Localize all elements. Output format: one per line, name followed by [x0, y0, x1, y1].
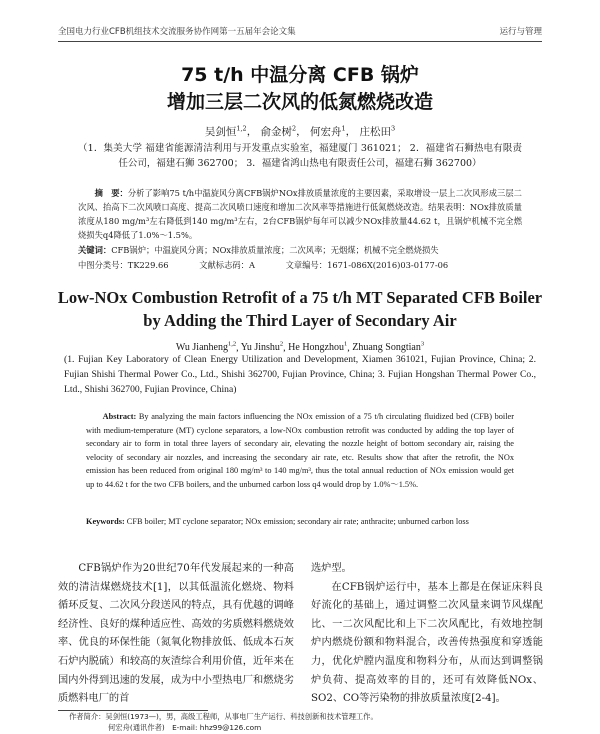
abstract-zh-label: 摘 要：: [94, 188, 128, 198]
keywords-en: [86, 515, 514, 529]
classification-info: [78, 258, 522, 272]
title-zh: [0, 62, 600, 116]
affiliations-en: (1. Fujian Key Laboratory of Clean Energy Utilization and Development, Xiamen 361021, Fujian Province, China; 2. Fujian Shishi Thermal Power Co., Ltd., Shishi 362700, Fujian Province, China; 3. Fujian Hongshan Thermal Power Co., Ltd., Shishi 362700, Fujian Province, China): [64, 354, 536, 396]
abstract-zh: [78, 186, 522, 242]
author-zh: 何宏舟$^1$: [310, 124, 346, 138]
authors-en: Wu Jianheng$^{1,2}$, Yu Jinshu$^2$, He Hongzhou$^1$, Zhuang Songtian$^3$: [175, 341, 425, 354]
authors-zh: 吴剑恒$^{1,2}$， 俞金树$^2$， 何宏舟$^1$， 庄松田$^3$: [204, 124, 396, 138]
abstract-zh-text: 分析了影响75 t/h中温旋风分离CFB锅炉NOx排放质量浓度的主要因素，采取增设一层上二次风形成三层二次风、抬高下二次风喷口高度、提高二次风喷口速度和增加二次风率等措施进行低氮燃烧改造。结果表明：NOx排放质量浓度从180 mg/m³左右降低到140 mg/m³左右，2台CFB锅炉每年可以减少NOx排放量44.62 t，且锅炉机械不完全燃烧损失q4降低了1.0%～1.5%。: [78, 188, 522, 240]
body-column-right: [311, 560, 543, 709]
keywords-zh: [78, 243, 522, 257]
clc-number: 中图分类号：TK229.66: [78, 260, 169, 270]
title-zh-line1: 75 t/h 中温分离 CFB 锅炉: [181, 64, 419, 86]
corresponding-author-footnote: 何宏舟(通讯作者) E-mail: hhz99@126.com: [108, 723, 262, 732]
abstract-en: [86, 410, 514, 492]
body-column-left: [58, 560, 294, 709]
title-en-line2: by Adding the Third Layer of Secondary Air: [143, 311, 457, 330]
title-zh-line2: 增加三层二次风的低氮燃烧改造: [166, 91, 433, 113]
title-en: [0, 286, 600, 332]
body-paragraph: CFB锅炉作为20世纪70年代发展起来的一种高效的清洁煤燃烧技术[1]，以其低温流化燃烧、物料循环反复、二次风分段送风的特点，具有优越的调峰经济性、良好的煤种适应性、高效的劣质燃料燃烧效率、优良的环保性能（氮氧化物排放低、低成本石灰石炉内脱硫）和较高的灰渣综合利用价值，近年来在国内外得到迅速的发展，成为中小型热电厂和燃烧劣质燃料电厂的首: [58, 563, 294, 705]
body-paragraph: 在CFB锅炉运行中，基本上都是在保证床料良好流化的基础上，通过调整二次风量来调节风煤配比、一二次风配比和上下二次风配比，有效地控制炉内燃烧份额和物料混合，改善传热强度和穿透能力，优化炉膛内温度和物料分布，从而达到调整锅炉负荷、提高效率的目的，还可有效降低NOx、SO2、CO等污染物的排放质量浓度[2-4]。: [311, 581, 543, 705]
abstract-en-text: By analyzing the main factors influencing the NOx emission of a 75 t/h circulating fluidized bed (CFB) boiler with medium-temperature (MT) cyclone separators, a low-NOx combustion retrofit was conducted by adding the top layer of secondary air to form in total three layers of secondary air, elevating the nozzle height of bottom secondary air, raising the velocity of secondary air nozzles, and increasing the secondary air rate, etc. Results show that after the retrofit, the NOx emission has been reduced from original 180 mg/m³ to 140 mg/m³, thus the total annual reduction of NOx emission would get up to 44.62 t for the two CFB boilers, and the unburned carbon loss q4 would drop by 1.0%～1.5%.: [86, 412, 514, 489]
keywords-en-label: Keywords:: [86, 517, 125, 526]
abstract-en-label: Abstract:: [102, 412, 137, 421]
keywords-en-text: CFB boiler; MT cyclone separator; NOx emission; secondary air rate; anthracite; unburned carbon loss: [126, 517, 469, 526]
author-en: Zhuang Songtian$^3$: [352, 341, 425, 354]
document-code: 文献标志码：A: [199, 260, 255, 270]
running-header-right: 运行与管理: [499, 27, 542, 37]
author-en: Yu Jinshu$^2$: [240, 341, 284, 354]
author-bio-footnote: 作者简介：吴剑恒(1973—)，男，高级工程师，从事电厂生产运行、科技创新和技术管理工作。: [68, 712, 378, 721]
affiliations-zh: （1．集美大学 福建省能源清洁利用与开发重点实验室，福建厦门 361021； 2．福建省石狮热电有限责任公司，福建石狮 362700； 3．福建省鸿山热电有限责任公司，福建石狮 362700）: [78, 143, 522, 169]
running-header: [58, 23, 542, 42]
author-zh: 庄松田$^3$: [359, 124, 396, 138]
running-header-left: 全国电力行业CFB机组技术交流服务协作网第一五届年会论文集: [58, 27, 296, 37]
author-en: He Hongzhou$^1$: [288, 341, 348, 354]
keywords-zh-label: 关键词：: [78, 245, 112, 255]
article-number: 文章编号：1671-086X(2016)03-0177-06: [285, 260, 449, 270]
author-en: Wu Jianheng$^{1,2}$: [175, 341, 237, 354]
keywords-zh-text: CFB锅炉；中温旋风分离；NOx排放质量浓度；二次风率；无烟煤；机械不完全燃烧损失: [111, 245, 439, 255]
body-paragraph: 选炉型。: [311, 563, 352, 574]
author-zh: 俞金树$^2$: [260, 124, 297, 138]
title-en-line1: Low-NOx Combustion Retrofit of a 75 t/h MT Separated CFB Boiler: [57, 288, 543, 307]
author-zh: 吴剑恒$^{1,2}$: [204, 124, 247, 138]
